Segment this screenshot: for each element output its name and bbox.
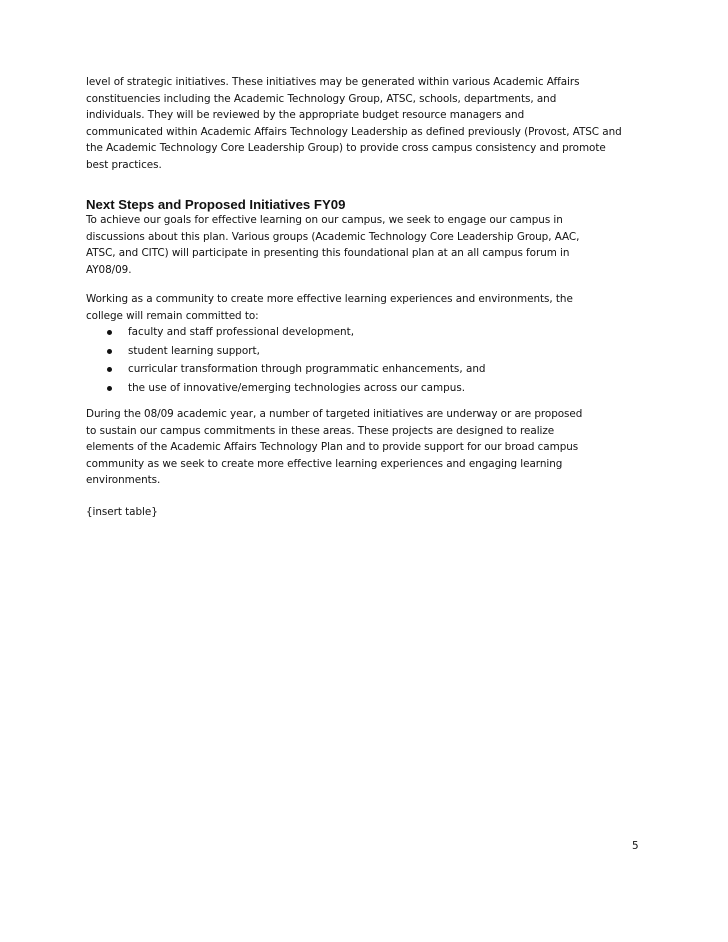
paragraph-line: level of strategic initiatives. These initiatives may be generated within various Academic Affairs [86,76,580,88]
list-item-text: student learning support, [128,344,260,357]
page-number: 5 [632,840,639,852]
paragraph-line: individuals. They will be reviewed by the appropriate budget resource managers and [86,109,525,121]
bullet-icon [107,386,112,391]
goals-paragraph [86,212,646,278]
intro-paragraph [86,74,646,173]
paragraph-line: To achieve our goals for effective learning on our campus, we seek to engage our campus in [86,214,563,226]
bullet-icon [107,349,112,354]
paragraph-line: elements of the Academic Affairs Technology Plan and to provide support for our broad campus [86,441,579,453]
paragraph-line: AY08/09. [86,263,132,276]
community-paragraph [86,291,646,324]
paragraph-line: Working as a community to create more effective learning experiences and environments, the [86,293,573,305]
list-item-text: the use of innovative/emerging technologies across our campus. [128,381,466,394]
section-heading: Next Steps and Proposed Initiatives FY09 [86,197,346,212]
paragraph-line: environments. [86,474,161,486]
list-item [86,360,646,379]
commitments-list [86,323,646,397]
list-item [86,342,646,361]
list-item-text: faculty and staff professional development, [128,326,355,338]
paragraph-line: constituencies including the Academic Technology Group, ATSC, schools, departments, and [86,92,557,105]
list-item [86,379,646,398]
paragraph-line: to sustain our campus commitments in these areas. These projects are designed to realize [86,424,555,437]
paragraph-line: best practices. [86,158,162,171]
initiatives-paragraph [86,406,646,489]
paragraph-line: ATSC, and CITC) will participate in presenting this foundational plan at an all campus forum in [86,247,570,259]
list-item-text: curricular transformation through programmatic enhancements, and [128,363,486,375]
list-item [86,323,646,342]
bullet-icon [107,330,112,335]
table-placeholder: {insert table} [86,506,158,518]
paragraph-line: college will remain committed to: [86,309,259,322]
paragraph-line: During the 08/09 academic year, a number of targeted initiatives are underway or are proposed [86,408,583,420]
paragraph-line: discussions about this plan. Various groups (Academic Technology Core Leadership Group, AAC, [86,230,580,243]
paragraph-line: the Academic Technology Core Leadership Group) to provide cross campus consistency and promote [86,142,606,154]
paragraph-line: community as we seek to create more effective learning experiences and engaging learning [86,457,563,470]
paragraph-line: communicated within Academic Affairs Technology Leadership as defined previously (Provost, ATSC and [86,125,622,138]
bullet-icon [107,367,112,372]
